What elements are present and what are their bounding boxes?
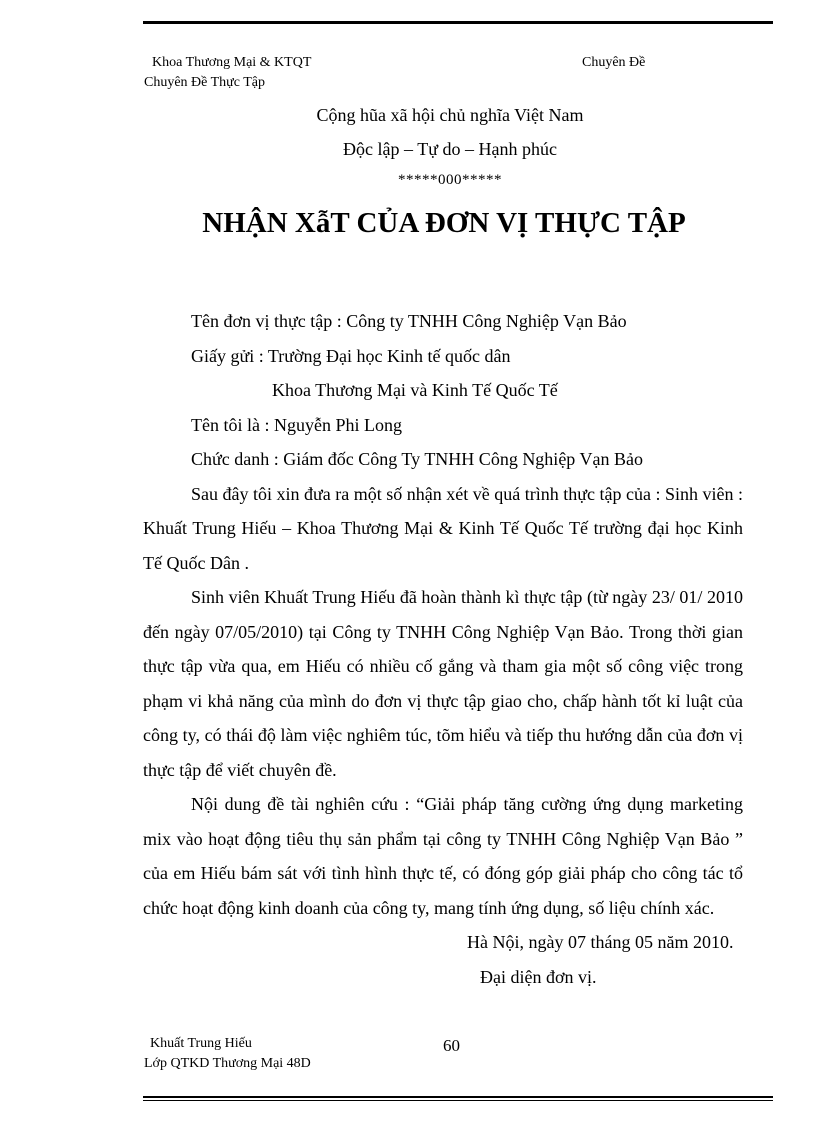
motto-separator: *****000*****: [398, 172, 502, 188]
signature-line: Đại diện đơn vị.: [480, 966, 597, 987]
position-line: Chức danh : Giám đốc Công Ty TNHH Công Nghiệp Vạn Bảo: [191, 449, 643, 469]
sent-to-line: Giấy gửi : Trường Đại học Kinh tế quốc dân: [191, 345, 511, 366]
page-title: NHẬN XẫT CỦA ĐƠN VỊ THỰC TẬP: [202, 207, 686, 239]
header-rule: [143, 21, 773, 24]
header-label-right: Chuyên Đề: [582, 55, 646, 70]
footer-rule: [143, 1096, 773, 1098]
document-body: [143, 304, 743, 994]
paragraph-1: Sinh viên Khuất Trung Hiếu đã hoàn thành kì thực tập (từ ngày 23/ 01/ 2010 đến ngày 07/05/2010) tại Công ty TNHH Công Nghiệp Vạn Bảo. Trong thời gian thực tập vừa qua, em Hiếu có nhiều cố gắng và tham gia một số công việc trong phạm vi khả năng của mình do đơn vị thực tập giao cho, chấp hành tốt kỉ luật của công ty, có thái độ làm việc nghiêm túc, tõm hiểu và tiếp thu hướng dẫn của đơn vị thực tập để viết chuyên đề.: [143, 587, 743, 780]
sent-to-line-2: Khoa Thương Mại và Kinh Tế Quốc Tế: [272, 380, 558, 400]
unit-line: Tên đơn vị thực tập : Công ty TNHH Công Nghiệp Vạn Bảo: [191, 311, 627, 331]
header-faculty: Khoa Thương Mại & KTQT: [152, 55, 312, 70]
footer-class: Lớp QTKD Thương Mại 48D: [144, 1056, 311, 1071]
motto-line-2: Độc lập – Tự do – Hạnh phúc: [343, 139, 557, 159]
name-line: Tên tôi là : Nguyễn Phi Long: [191, 414, 402, 435]
page-number: 60: [443, 1036, 460, 1055]
date-line: Hà Nội, ngày 07 tháng 05 năm 2010.: [467, 932, 734, 952]
footer-student: Khuất Trung Hiếu: [150, 1036, 252, 1051]
motto-line-1: Cộng hũa xã hội chủ nghĩa Việt Nam: [316, 105, 584, 125]
footer-rule-thin: [143, 1100, 773, 1101]
paragraph-2: Nội dung đề tài nghiên cứu : “Giải pháp tăng cường ứng dụng marketing mix vào hoạt động tiêu thụ sản phẩm tại công ty TNHH Công Nghiệp Vạn Bảo ” của em Hiếu bám sát với tình hình thực tế, có đóng góp giải pháp cho công tác tổ chức hoạt động kinh doanh của công ty, mang tính ứng dụng, số liệu chính xác.: [143, 794, 743, 918]
header-doc-type: Chuyên Đề Thực Tập: [144, 75, 265, 90]
intro-paragraph: Sau đây tôi xin đưa ra một số nhận xét về quá trình thực tập của : Sinh viên : Khuất Trung Hiếu – Khoa Thương Mại & Kinh Tế Quốc Tế trường đại học Kinh Tế Quốc Dân .: [143, 483, 743, 573]
